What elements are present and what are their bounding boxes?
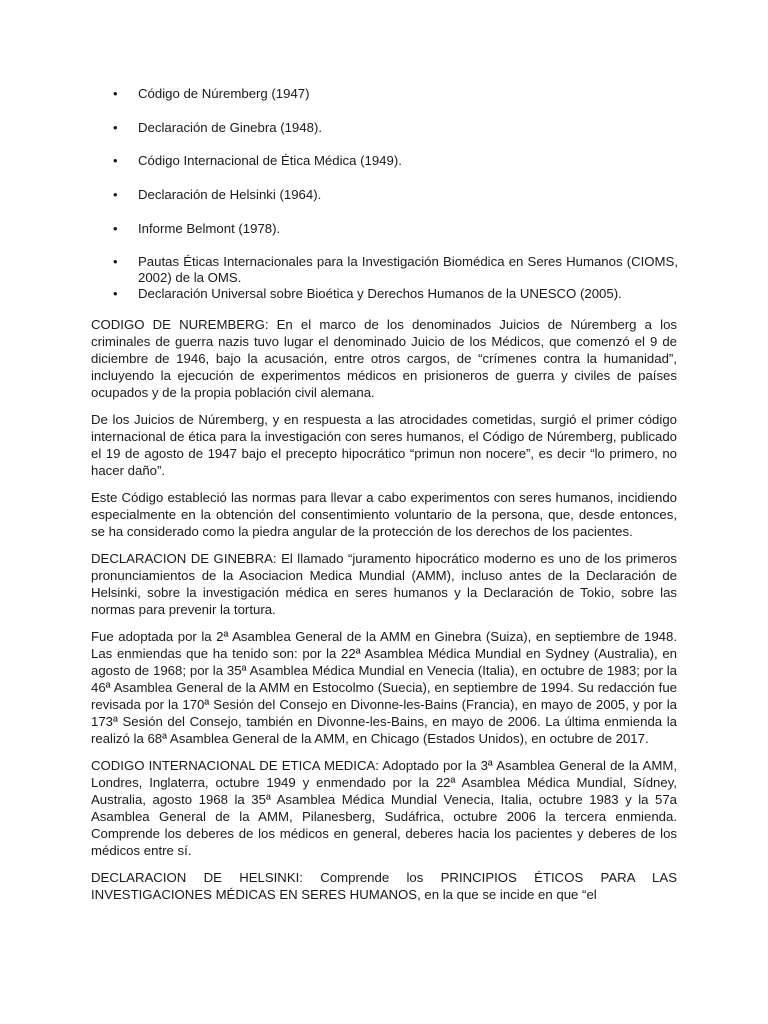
paragraph-ginebra: DECLARACION DE GINEBRA: El llamado “juramento hipocrático moderno es uno de los primeros pronunciamientos de la Asociacion Medica Mundial (AMM), incluso antes de la Declaración de Helsinki, sobre la investigación médica en seres humanos y la Declaración de Tokio, sobre las normas para prevenir la tortura. bbox=[91, 551, 677, 617]
list-item: • Declaración de Helsinki (1964). bbox=[138, 187, 678, 203]
list-item: • Código de Núremberg (1947) bbox=[138, 86, 678, 102]
paragraph-helsinki: DECLARACION DE HELSINKI: Comprende los PRINCIPIOS ÉTICOS PARA LAS INVESTIGACIONES MÉDICAS EN SERES HUMANOS, en la que se incide en que “el bbox=[91, 870, 677, 902]
list-item: • Código Internacional de Ética Médica (1949). bbox=[138, 153, 678, 169]
paragraph-ginebra-amendments: Fue adoptada por la 2ª Asamblea General de la AMM en Ginebra (Suiza), en septiembre de 1948. Las enmiendas que ha tenido son: por la 22ª Asamblea Médica Mundial en Sydney (Australia), en agosto de 1968; por la 35ª Asamblea Médica Mundial en Venecia (Italia), en octubre de 1983; por la 46ª Asamblea General de la AMM en Estocolmo (Suecia), en septiembre de 1994. Su redacción fue revisada por la 170ª Sesión del Consejo en Divonne-les-Bains (Francia), en mayo de 2005, y por la 173ª Sesión del Consejo, también en Divonne-les-Bains, en mayo de 2006. La última enmienda la realizó la 68ª Asamblea General de la AMM, en Chicago (Estados Unidos), en octubre de 2017. bbox=[91, 629, 677, 746]
paragraph-nuremberg-origin: De los Juicios de Núremberg, y en respuesta a las atrocidades cometidas, surgió el primer código internacional de ética para la investigación con seres humanos, el Código de Núremberg, publicado el 19 de agosto de 1947 bajo el precepto hipocrático “primun non nocere”, es decir “lo primero, no hacer daño”. bbox=[91, 412, 677, 478]
paragraph-nuremberg-consent: Este Código estableció las normas para llevar a cabo experimentos con seres humanos, incidiendo especialmente en la obtención del consentimiento voluntario de la persona, que, desde entonces, se ha considerado como la piedra angular de la protección de los derechos de los pacientes. bbox=[91, 490, 677, 539]
list-item: • Declaración de Ginebra (1948). bbox=[138, 120, 678, 136]
paragraph-nuremberg: CODIGO DE NUREMBERG: En el marco de los denominados Juicios de Núremberg a los criminales de guerra nazis tuvo lugar el denominado Juicio de los Médicos, que comenzó el 9 de diciembre de 1946, bajo la acusación, entre otros cargos, de “crímenes contra la humanidad”, incluyendo la ejecución de experimentos médicos en prisioneros de guerra y civiles de países ocupados y de la propia población civil alemana. bbox=[91, 317, 677, 400]
list-item: • Informe Belmont (1978). bbox=[138, 221, 678, 237]
document-body bbox=[91, 316, 677, 913]
list-item: • Declaración Universal sobre Bioética y Derechos Humanos de la UNESCO (2005). bbox=[138, 286, 678, 302]
paragraph-codigo-etica: CODIGO INTERNACIONAL DE ETICA MEDICA: Adoptado por la 3ª Asamblea General de la AMM, Londres, Inglaterra, octubre 1949 y enmendado por la 22ª Asamblea Médica Mundial, Sídney, Australia, agosto 1968 la 35ª Asamblea Médica Mundial Venecia, Italia, octubre 1983 y la 57a Asamblea General de la AMM, Pilanesberg, Sudáfrica, octubre 2006 la tercera enmienda. Comprende los deberes de los médicos en general, deberes hacia los pacientes y deberes de los médicos entre sí. bbox=[91, 758, 677, 858]
list-item: • Pautas Éticas Internacionales para la Investigación Biomédica en Seres Humanos (CIOMS, 2002) de la OMS. bbox=[138, 254, 678, 286]
